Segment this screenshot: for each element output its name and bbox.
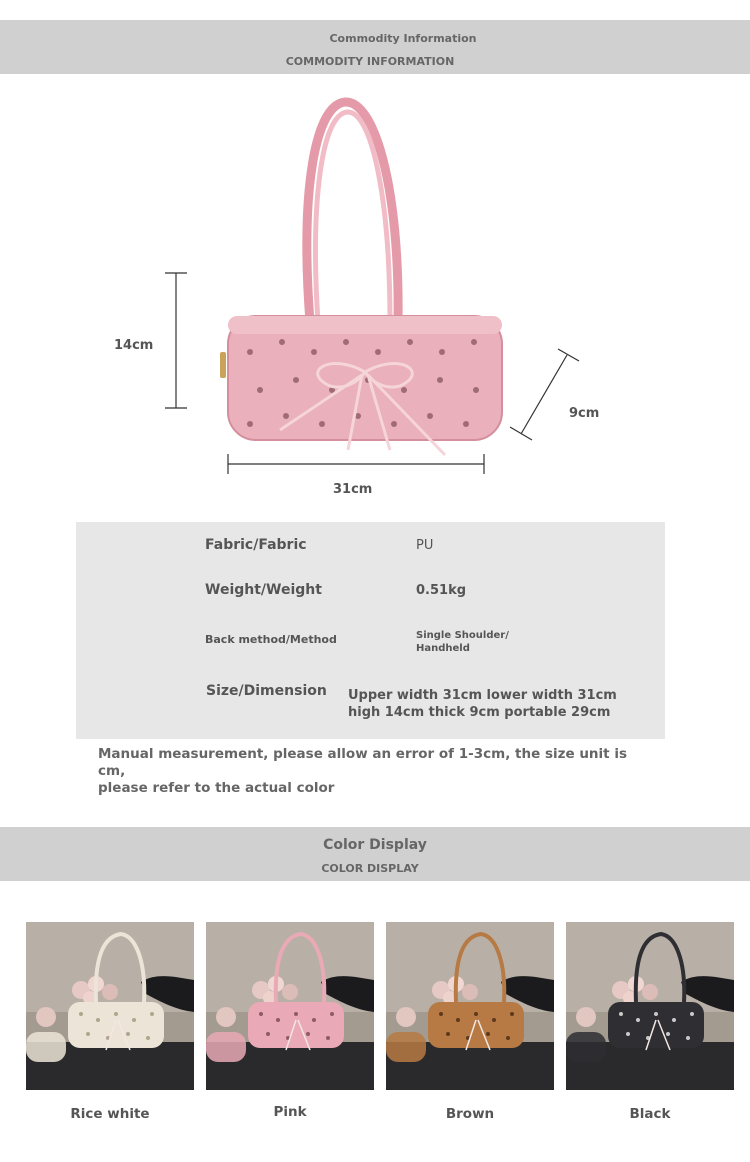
color-label-rice-white: Rice white: [70, 1106, 150, 1122]
width-dimension-line: [228, 454, 484, 474]
note-line-2: please refer to the actual color: [98, 780, 335, 796]
note-line-1: Manual measurement, please allow an error of 1-3cm, the size unit is cm,: [98, 746, 627, 779]
height-label: 14cm: [114, 338, 154, 353]
color-label-brown: Brown: [445, 1106, 495, 1122]
section-subtitle: COMMODITY INFORMATION: [285, 55, 455, 68]
spec-key-fabric: Fabric/Fabric: [205, 537, 307, 553]
section-title: Color Display: [323, 837, 427, 853]
spec-key-method: Back method/Method: [205, 633, 337, 646]
bag-body: [228, 316, 502, 440]
thickness-dimension-line: [510, 349, 579, 440]
section-subtitle: COLOR DISPLAY: [321, 862, 419, 875]
spec-value-fabric: PU: [416, 538, 434, 553]
spec-value-size-line1: Upper width 31cm lower width 31cm: [348, 688, 617, 703]
color-swatch-brown: [386, 922, 554, 1090]
section-title: Commodity Information: [329, 32, 477, 45]
height-dimension-line: [165, 273, 187, 408]
color-display-banner: [0, 827, 750, 881]
spec-key-size: Size/Dimension: [206, 683, 327, 699]
color-label-black: Black: [629, 1106, 671, 1122]
commodity-information-banner: [0, 20, 750, 74]
color-swatch-black: [566, 922, 734, 1090]
width-label: 31cm: [333, 482, 373, 497]
color-swatch-rice-white: [26, 922, 194, 1090]
color-swatch-pink: [206, 922, 374, 1090]
thickness-label: 9cm: [569, 406, 600, 421]
color-label-pink: Pink: [273, 1104, 307, 1120]
spec-value-size-line2: high 14cm thick 9cm portable 29cm: [348, 705, 611, 720]
measurement-note: [98, 746, 658, 797]
spec-key-weight: Weight/Weight: [205, 582, 322, 598]
spec-value-method: Single Shoulder/ Handheld: [416, 630, 509, 654]
product-illustration: [100, 90, 660, 510]
spec-table: [76, 522, 665, 739]
spec-value-weight: 0.51kg: [416, 583, 467, 598]
